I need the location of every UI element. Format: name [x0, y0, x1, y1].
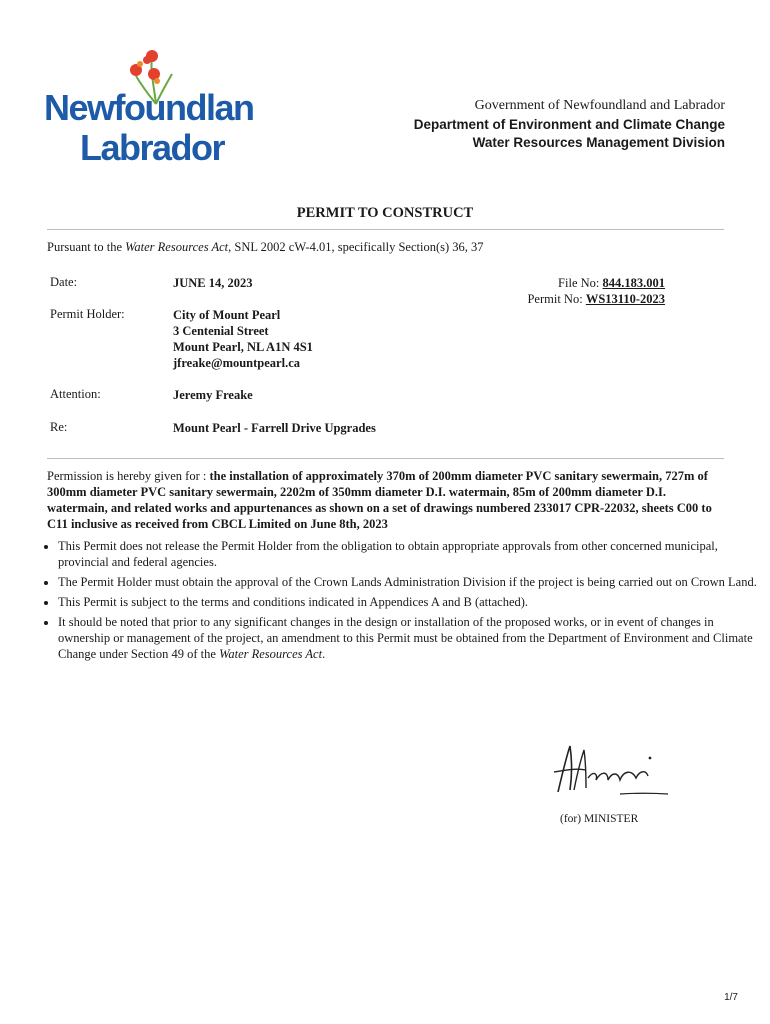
permission-paragraph [47, 468, 727, 532]
permit-no-value: WS13110-2023 [585, 292, 665, 306]
permission-body: the installation of approximately 370m of 200mm diameter PVC sanitary sewermain, 727m of 300mm diameter PVC sanitary sewermain, 2202m of 350mm diameter D.I. watermain, 85m of 200mm diameter D.I. watermain, and related works and appurtenances as shown on a set of drawings numbered 233017 CPR-22032, sheets C00 to C11 inclusive as received from CBCL Limited on June 8th, 2023 [47, 469, 712, 531]
file-numbers [527, 275, 665, 307]
permit-no-row [527, 291, 665, 307]
pursuant-line [47, 240, 484, 255]
act-name: Water Resources Act [125, 240, 229, 254]
holder-email: jfreake@mountpearl.ca [173, 356, 300, 370]
attention-label: Attention: [50, 387, 101, 401]
division-name: Water Resources Management Division [472, 135, 725, 150]
file-no-row [527, 275, 665, 291]
holder-address [173, 307, 313, 371]
svg-text:Newfoundland: Newfoundland [44, 87, 254, 128]
file-no-label: File No: [558, 276, 603, 290]
re-label: Re: [50, 420, 68, 434]
handwritten-signature [552, 740, 672, 800]
condition-item: • The Permit Holder must obtain the approval of the Crown Lands Administration Division if the project is being carried out on Crown Land. [58, 574, 758, 590]
conditions-list [30, 538, 758, 666]
act-name: Water Resources Act [219, 647, 323, 661]
department-name: Department of Environment and Climate Change [413, 117, 725, 132]
date-label: Date: [50, 275, 78, 289]
condition-item: • This Permit is subject to the terms and conditions indicated in Appendices A and B (attached). [58, 594, 758, 610]
document-title: PERMIT TO CONSTRUCT [296, 205, 474, 221]
government-name: Government of Newfoundland and Labrador [474, 98, 725, 113]
pursuant-prefix: Pursuant to the [47, 240, 126, 254]
permission-prefix: Permission is hereby given for : [47, 469, 210, 483]
holder-city: Mount Pearl, NL A1N 4S1 [173, 340, 313, 354]
svg-text:Labrador: Labrador [80, 127, 225, 166]
holder-name: City of Mount Pearl [173, 308, 281, 322]
holder-label: Permit Holder: [50, 307, 125, 321]
department-header [325, 98, 725, 150]
pursuant-suffix: , SNL 2002 cW-4.01, specifically Section(s) 36, 37 [228, 240, 484, 254]
divider [47, 458, 724, 459]
condition-item [58, 614, 758, 662]
date-value: JUNE 14, 2023 [173, 276, 253, 290]
pitcher-plant-logo-icon [44, 46, 254, 166]
newfoundland-labrador-logo [44, 46, 254, 166]
condition-item: • This Permit does not release the Permit Holder from the obligation to obtain appropriate approvals from other concerned municipal, provincial and federal agencies. [58, 538, 758, 570]
holder-street: 3 Centenial Street [173, 324, 269, 338]
attention-value: Jeremy Freake [173, 388, 253, 402]
re-value: Mount Pearl - Farrell Drive Upgrades [173, 421, 376, 435]
file-no-value: 844.183.001 [602, 276, 665, 290]
condition-text: It should be noted that prior to any significant changes in the design or installation of the proposed works, or in event of changes in ownership or management of the project, an amendment to this Permit must be obtained from the Department of Environment and Climate Change under Section 49 of the [58, 615, 753, 661]
permit-no-label: Permit No: [527, 292, 586, 306]
page-number: 1/7 [724, 992, 738, 1003]
signature-caption: (for) MINISTER [560, 813, 639, 825]
divider [47, 229, 724, 230]
condition-suffix: . [322, 647, 326, 661]
